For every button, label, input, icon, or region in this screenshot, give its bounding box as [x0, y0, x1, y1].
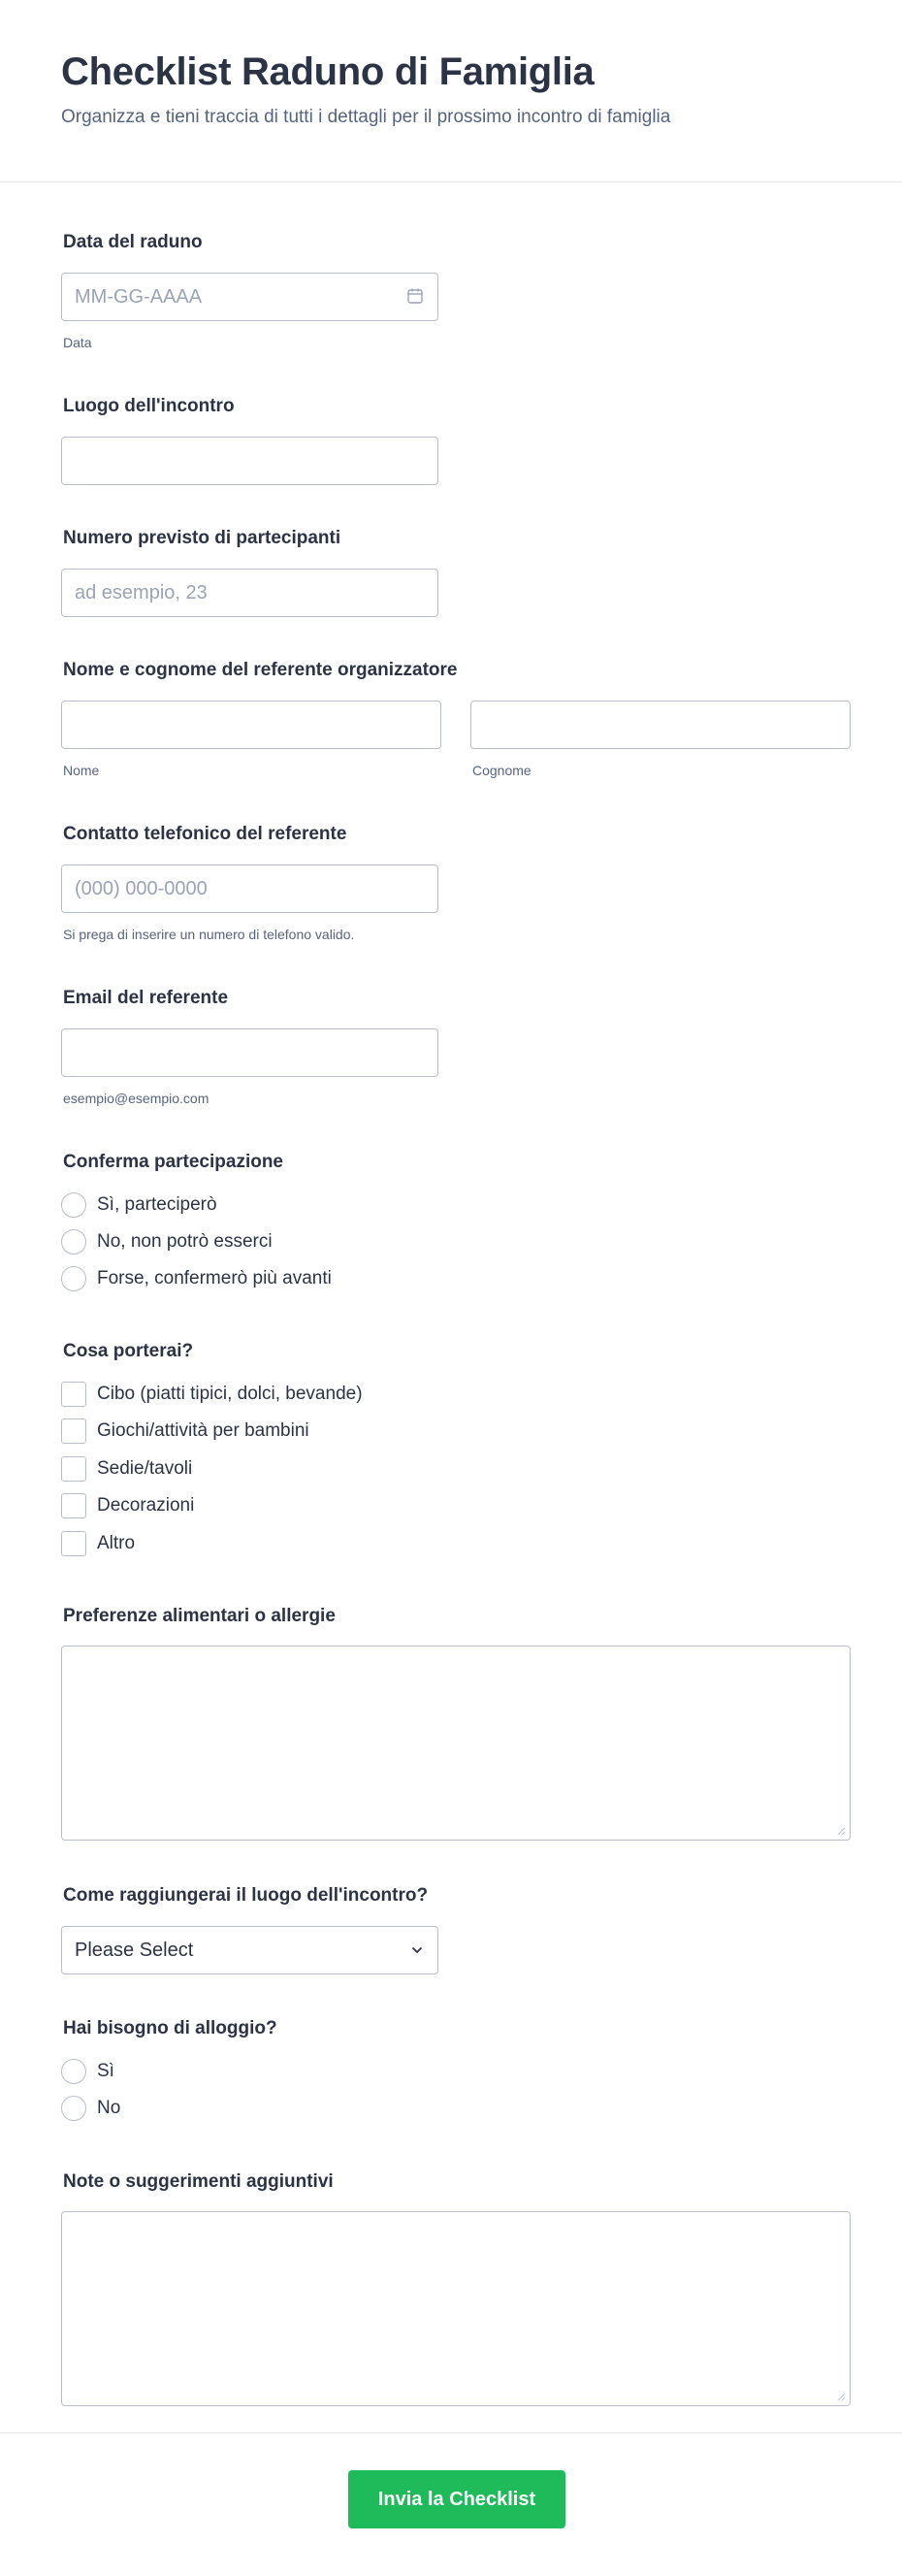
email-input[interactable]: [61, 1028, 438, 1077]
option-label: Sì, parteciperò: [97, 1194, 217, 1215]
lodging-label: Hai bisogno di alloggio?: [63, 2018, 277, 2038]
phone-input[interactable]: (000) 000-0000: [61, 864, 438, 913]
radio-button[interactable]: [61, 1192, 86, 1218]
email-sublabel: esempio@esempio.com: [63, 1091, 209, 1106]
phone-sublabel: Si prega di inserire un numero di telefono valido.: [63, 927, 355, 942]
submit-button[interactable]: Invia la Checklist: [348, 2470, 565, 2528]
attendance-label: Conferma partecipazione: [63, 1152, 283, 1172]
last-name-input[interactable]: [470, 701, 851, 749]
attendance-option-yes[interactable]: [61, 1192, 217, 1218]
checkbox[interactable]: [61, 1456, 86, 1482]
checkbox[interactable]: [61, 1493, 86, 1518]
checkbox[interactable]: [61, 1418, 86, 1444]
diet-label: Preferenze alimentari o allergie: [63, 1606, 336, 1626]
select-value: Please Select: [75, 1940, 194, 1961]
bring-label: Cosa porterai?: [63, 1341, 194, 1361]
resize-handle-icon[interactable]: [836, 1826, 846, 1836]
notes-label: Note o suggerimenti aggiuntivi: [63, 2171, 334, 2192]
participants-input[interactable]: ad esempio, 23: [61, 569, 438, 617]
checkbox[interactable]: [61, 1531, 86, 1556]
option-label: Sì: [97, 2061, 114, 2081]
first-name-sublabel: Nome: [63, 763, 100, 778]
form-header: [0, 0, 902, 182]
radio-button[interactable]: [61, 1266, 86, 1291]
page-title: Checklist Raduno di Famiglia: [61, 50, 595, 93]
lodging-option-yes[interactable]: [61, 2059, 114, 2084]
last-name-sublabel: Cognome: [472, 763, 532, 778]
checkbox[interactable]: [61, 1382, 86, 1407]
date-label: Data del raduno: [63, 232, 203, 252]
option-label: Altro: [97, 1533, 136, 1553]
chevron-down-icon: [410, 1943, 424, 1957]
location-input[interactable]: [61, 437, 438, 485]
option-label: Giochi/attività per bambini: [97, 1420, 309, 1441]
radio-button[interactable]: [61, 2096, 86, 2121]
date-sublabel: Data: [63, 335, 92, 350]
first-name-input[interactable]: [61, 701, 441, 749]
calendar-icon[interactable]: [406, 287, 424, 305]
participants-label: Numero previsto di partecipanti: [63, 528, 341, 548]
option-label: Cibo (piatti tipici, dolci, bevande): [97, 1384, 363, 1404]
transport-select[interactable]: [61, 1926, 438, 1974]
option-label: No: [97, 2098, 121, 2118]
option-label: No, non potrò esserci: [97, 1231, 273, 1252]
transport-label: Come raggiungerai il luogo dell'incontro?: [63, 1885, 429, 1906]
page-subtitle: Organizza e tieni traccia di tutti i dettagli per il prossimo incontro di famiglia: [61, 107, 671, 127]
radio-button[interactable]: [61, 2059, 86, 2084]
attendance-option-maybe[interactable]: [61, 1266, 332, 1291]
bring-option-chairs[interactable]: [61, 1456, 192, 1482]
notes-textarea[interactable]: [61, 2211, 851, 2406]
bring-option-food[interactable]: [61, 1382, 363, 1407]
diet-textarea[interactable]: [61, 1646, 851, 1841]
location-label: Luogo dell'incontro: [63, 396, 235, 416]
bring-option-other[interactable]: [61, 1531, 135, 1556]
attendance-option-no[interactable]: [61, 1229, 273, 1255]
organizer-name-label: Nome e cognome del referente organizzatore: [63, 660, 458, 680]
lodging-option-no[interactable]: [61, 2096, 120, 2121]
phone-label: Contatto telefonico del referente: [63, 824, 347, 844]
option-label: Sedie/tavoli: [97, 1458, 193, 1479]
option-label: Decorazioni: [97, 1495, 195, 1516]
radio-button[interactable]: [61, 1229, 86, 1255]
date-input[interactable]: MM-GG-AAAA: [61, 273, 438, 321]
bring-option-games[interactable]: [61, 1418, 309, 1444]
option-label: Forse, confermerò più avanti: [97, 1268, 332, 1288]
resize-handle-icon[interactable]: [836, 2392, 846, 2401]
bring-option-decorations[interactable]: [61, 1493, 194, 1518]
email-label: Email del referente: [63, 988, 229, 1008]
